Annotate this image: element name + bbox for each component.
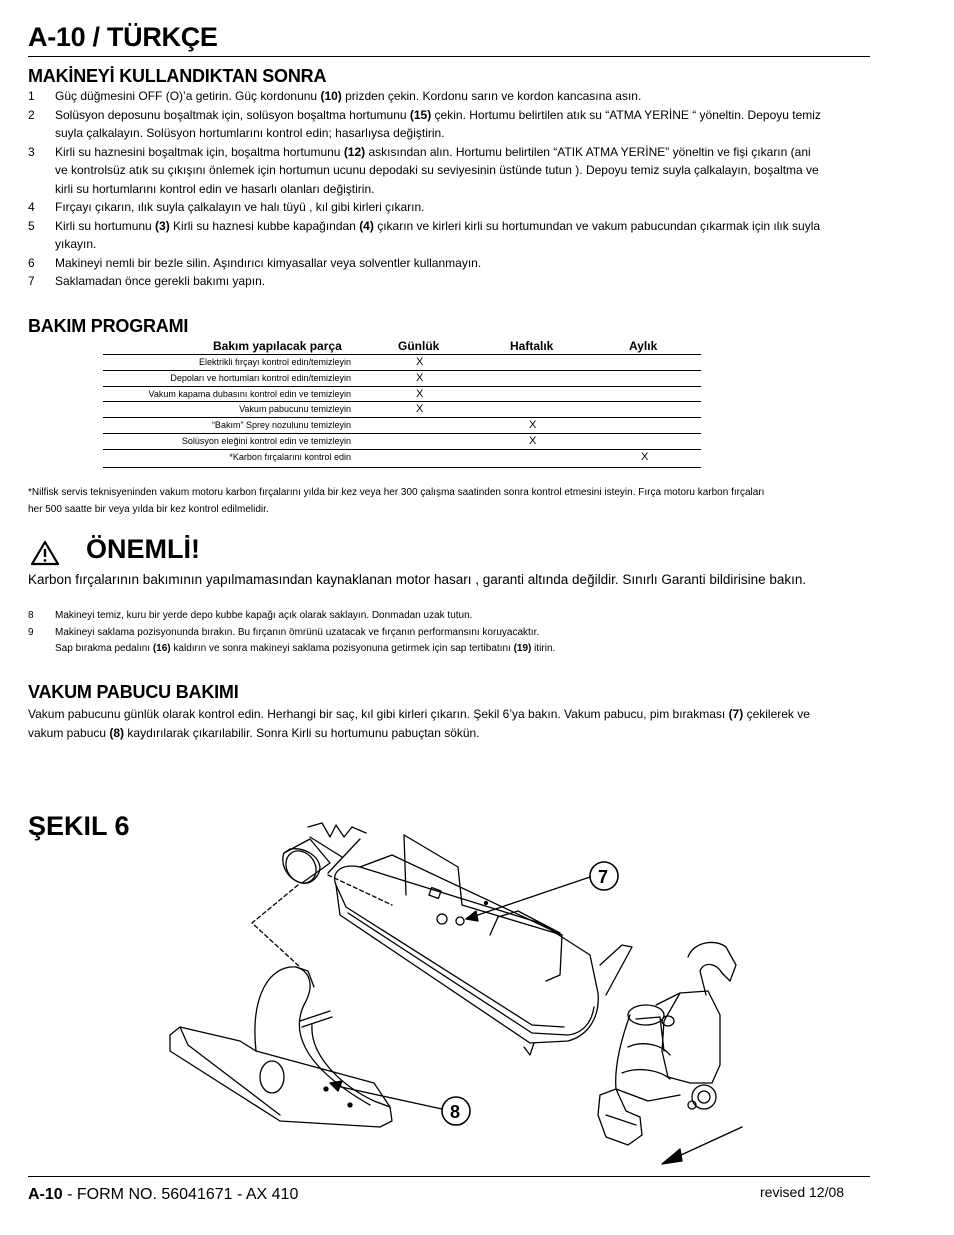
footer-form-number bbox=[28, 1186, 298, 1204]
squeegee-heading: VAKUM PABUCU BAKIMI bbox=[28, 682, 239, 702]
step-text: Makineyi saklama pozisyonunda bırakın. Bu fırçanın ömrünü uzatacak ve fırçanın performansını koruyacaktır. Sap bırakma pedalını (16) kaldırın ve sonra makineyi saklama pozisyonuna getirmek için sap tertibatını (19) itirin. bbox=[55, 626, 556, 654]
warning-text: Karbon fırçalarının bakımının yapılmamasından kaynaklanan motor hasarı , garanti altında değildir. Sınırlı Garanti bildirisine bakın. bbox=[28, 572, 807, 587]
step-number: 1 bbox=[28, 89, 35, 103]
maintenance-table bbox=[103, 339, 701, 468]
step-text: Kirli su haznesini boşaltmak için, boşaltma hortumunu (12) askısından alın. Hortumu belirtilen “ATIK ATMA YERİNE” yöneltin ve fişi çıkarın (ani ve kontrolsüz atık su çıkışını önlemek için hortumun ucunu depodaki su seviyesinin üstünde tutun ). Depoyu temiz suyla çalkalayın, boşaltma ve kirli su hortumlarını kontrol edin ve hasarlı olanları değiştirin. bbox=[55, 144, 819, 196]
after-use-step bbox=[28, 217, 870, 254]
hose-end-illustration bbox=[280, 823, 366, 889]
after-use-steps bbox=[28, 87, 870, 291]
step-text: Fırçayı çıkarın, ılık suyla çalkalayın ve halı tüyü , kıl gibi kirleri çıkarın. bbox=[55, 200, 425, 214]
column-header-daily: Günlük bbox=[398, 339, 440, 353]
column-header-task: Bakım yapılacak parça bbox=[213, 339, 342, 353]
column-header-weekly: Haftalık bbox=[510, 339, 554, 353]
table-row bbox=[103, 418, 701, 434]
table-cell-weekly-mark: X bbox=[529, 434, 537, 447]
after-use-step bbox=[28, 254, 870, 273]
step-text: Saklamadan önce gerekli bakımı yapın. bbox=[55, 274, 266, 288]
squeegee-text: Vakum pabucunu günlük olarak kontrol edin. Herhangi bir saç, kıl gibi kirleri çıkarın. Şekil 6’ya bakın. Vakum pabucu, pim bırakması (7) çekilerek ve vakum pabucu (8) kaydırılarak çıkarılabilir. Sonra Kirli su hortumunu pabuçtan sökün. bbox=[28, 707, 810, 740]
after-use-step bbox=[28, 106, 870, 143]
footer-divider bbox=[28, 1176, 870, 1177]
storage-steps bbox=[28, 608, 870, 658]
footer-page-label: A-10 bbox=[28, 1186, 63, 1203]
step-number: 9 bbox=[28, 626, 34, 638]
step-number: 5 bbox=[28, 218, 35, 233]
step-number: 3 bbox=[28, 144, 35, 159]
table-cell-daily-mark: X bbox=[416, 356, 424, 368]
step-text: Makineyi nemli bir bezle silin. Aşındırıcı kimyasallar veya solventler kullanmayın. bbox=[55, 255, 482, 270]
table-cell-daily-mark: X bbox=[416, 403, 424, 416]
squeegee-body-illustration bbox=[335, 835, 632, 1055]
step-number: 8 bbox=[28, 610, 34, 621]
warning-triangle-icon bbox=[30, 540, 60, 566]
table-row bbox=[103, 434, 701, 450]
step-number: 4 bbox=[28, 200, 35, 214]
after-use-step bbox=[28, 87, 870, 106]
title-divider bbox=[28, 56, 870, 57]
footer-form-text: - FORM NO. 56041671 - AX 410 bbox=[62, 1186, 299, 1203]
table-cell-task: Elektrikli fırçayı kontrol edin/temizleyin bbox=[198, 357, 351, 367]
table-cell-daily-mark: X bbox=[416, 387, 424, 400]
step-text: Makineyi temiz, kuru bir yerde depo kubbe kapağı açık olarak saklayın. Donmadan uzak tutun. bbox=[55, 610, 473, 621]
maintenance-heading: BAKIM PROGRAMI bbox=[28, 316, 189, 336]
squeegee-figure bbox=[160, 815, 760, 1175]
table-row bbox=[103, 371, 701, 387]
table-cell-monthly-mark: X bbox=[641, 450, 649, 463]
after-use-step bbox=[28, 198, 870, 217]
after-use-step bbox=[28, 272, 870, 291]
table-row bbox=[103, 450, 701, 468]
callout-7-label: 7 bbox=[598, 867, 609, 887]
squeegee-blade-illustration bbox=[170, 967, 392, 1127]
after-use-heading: MAKİNEYİ KULLANDIKTAN SONRA bbox=[28, 66, 327, 86]
table-cell-task: Vakum kapama dubasını kontrol edin ve temizleyin bbox=[148, 388, 351, 399]
table-cell-task: Vakum pabucunu temizleyin bbox=[239, 404, 351, 415]
table-row bbox=[103, 402, 701, 418]
step-number: 6 bbox=[28, 255, 35, 270]
step-text: Solüsyon deposunu boşaltmak için, solüsyon boşaltma hortumunu (15) çekin. Hortumu belirtilen atık su “ATMA YERİNE “ yöneltin. Depoyu temiz suyla çalkalayın. Solüsyon hortumlarını kontrol edin; hasarlıysa değiştirin. bbox=[55, 107, 821, 140]
storage-step bbox=[28, 608, 870, 625]
step-number: 2 bbox=[28, 107, 35, 122]
storage-step bbox=[28, 625, 870, 658]
maintenance-footnote: *Nilfisk servis teknisyeninden vakum motoru karbon fırçalarını yılda bir kez veya her 300 çalışma saatinden sonra kontrol etmesini isteyin. Fırça motoru karbon fırçaları her 500 saatte bir veya yılda bir kez kontrol edilmelidir. bbox=[28, 487, 765, 515]
maintenance-table-body bbox=[103, 355, 701, 468]
table-row bbox=[103, 355, 701, 371]
step-text: Güç düğmesini OFF (O)’a getirin. Güç kordonunu (10) prizden çekin. Kordonu sarın ve kordon kancasına asın. bbox=[55, 89, 642, 103]
table-cell-weekly-mark: X bbox=[529, 419, 537, 432]
step-text: Kirli su hortumunu (3) Kirli su haznesi kubbe kapağından (4) çıkarın ve kirleri kirli su hortumundan ve vakum pabucundan çıkarmak için ılık suyla yıkayın. bbox=[55, 218, 821, 251]
warning-title: ÖNEMLİ! bbox=[86, 534, 200, 564]
maintenance-table-header bbox=[103, 339, 701, 355]
table-cell-task: Solüsyon eleğini kontrol edin ve temizleyin bbox=[181, 435, 351, 446]
callout-8-label: 8 bbox=[450, 1102, 461, 1122]
after-use-step bbox=[28, 143, 870, 199]
column-header-monthly: Aylık bbox=[629, 339, 658, 353]
table-cell-task: “Bakım” Sprey nozulunu temizleyin bbox=[211, 420, 351, 431]
table-row bbox=[103, 387, 701, 403]
table-cell-task: Depoları ve hortumları kontrol edin/temizleyin bbox=[170, 372, 351, 383]
figure-title: ŞEKIL 6 bbox=[28, 811, 130, 841]
page-title: A-10 / TÜRKÇE bbox=[28, 22, 218, 52]
table-cell-task: *Karbon fırçalarını kontrol edin bbox=[229, 451, 351, 462]
table-cell-daily-mark: X bbox=[416, 371, 424, 384]
footer-revised: revised 12/08 bbox=[760, 1184, 845, 1200]
step-number: 7 bbox=[28, 274, 35, 288]
